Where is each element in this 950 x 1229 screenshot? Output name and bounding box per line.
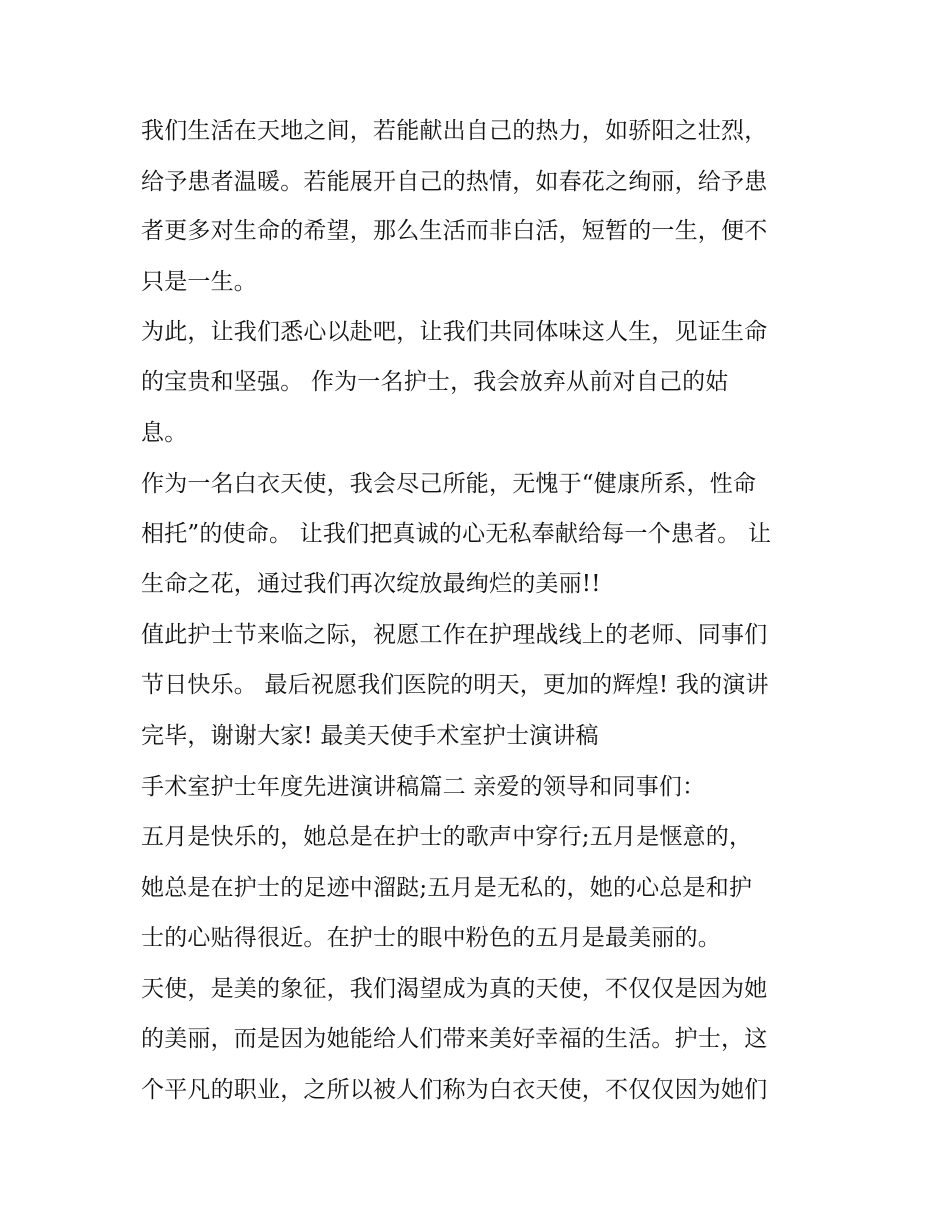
text-line: 给予患者温暖。若能展开自己的热情，如春花之绚丽，给予患	[141, 169, 768, 195]
text-line: 的美丽，而是因为她能给人们带来美好幸福的生活。护士，这	[141, 1026, 768, 1052]
text-line: 五月是快乐的，她总是在护士的歌声中穿行;五月是惬意的，	[141, 824, 753, 850]
text-line: 作为一名白衣天使，我会尽己所能，无愧于“健康所系，性命	[141, 471, 757, 497]
text-line: 只是一生。	[141, 269, 257, 295]
text-line: 的宝贵和坚强。 作为一名护士，我会放弃从前对自己的姑	[141, 369, 729, 395]
text-line: 个平凡的职业，之所以被人们称为白衣天使，不仅仅因为她们	[141, 1077, 768, 1103]
text-line: 生命之花，通过我们再次绽放最绚烂的美丽!!	[141, 571, 601, 597]
text-line: 士的心贴得很近。在护士的眼中粉色的五月是最美丽的。	[141, 925, 721, 951]
text-line: 完毕，谢谢大家! 最美天使手术室护士演讲稿	[141, 723, 599, 749]
text-line: 手术室护士年度先进演讲稿篇二 亲爱的领导和同事们：	[141, 774, 706, 800]
text-line: 值此护士节来临之际，祝愿工作在护理战线上的老师、同事们	[141, 622, 768, 648]
text-line: 节日快乐。 最后祝愿我们医院的明天，更加的辉煌! 我的演讲	[141, 672, 769, 698]
text-line: 她总是在护士的足迹中溜跶;五月是无私的，她的心总是和护	[141, 875, 753, 901]
text-line: 我们生活在天地之间，若能献出自己的热力，如骄阳之壮烈，	[141, 118, 768, 144]
text-line: 天使，是美的象征，我们渴望成为真的天使，不仅仅是因为她	[141, 976, 768, 1002]
text-line: 者更多对生命的希望，那么生活而非白活，短暂的一生，便不	[141, 218, 768, 244]
text-line: 息。	[141, 420, 188, 446]
text-line: 相托”的使命。 让我们把真诚的心无私奉献给每一个患者。 让	[141, 521, 772, 547]
text-line: 为此，让我们悉心以赴吧，让我们共同体味这人生，见证生命	[141, 319, 768, 345]
